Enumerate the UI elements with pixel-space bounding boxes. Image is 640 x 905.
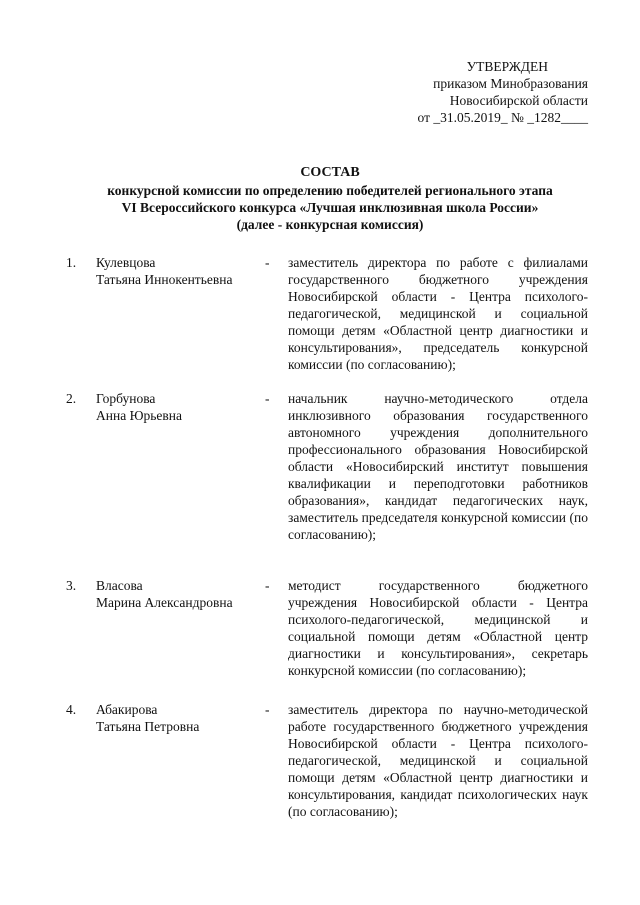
member-given-name: Татьяна Петровна (96, 719, 200, 734)
document-title: СОСТАВ (300, 165, 360, 180)
member-surname: Абакирова (96, 702, 158, 717)
heading-line-3: (далее - конкурсная комиссия) (236, 217, 424, 232)
approval-line-3: от _31.05.2019_ № _1282____ (417, 110, 588, 125)
member-dash: - (265, 391, 270, 406)
member-description: методист государственного бюджетного учреждения Новосибирской области - Центра психолого-педагогической, медицинской и социальной помощи детям «Областной центр диагностики и консультирования», секретарь конкурсной комиссии (по согласованию); (288, 578, 588, 678)
member-number: 1. (66, 255, 77, 270)
approval-block (348, 58, 588, 126)
member-description: заместитель директора по научно-методической работе государственного бюджетного учреждения Новосибирской области - Центра психолого-педагогической, медицинской и социальной помощи детям «Областной центр диагностики и консультирования, кандидат психологических наук (по согласованию); (288, 702, 588, 819)
member-3 (0, 577, 640, 701)
member-surname: Кулевцова (96, 255, 156, 270)
member-given-name: Татьяна Иннокентьевна (96, 272, 233, 287)
member-surname: Горбунова (96, 391, 156, 406)
approval-line-1: приказом Минобразования (433, 76, 588, 91)
member-4 (0, 701, 640, 841)
member-dash: - (265, 702, 270, 717)
document-heading (60, 164, 600, 233)
member-dash: - (265, 578, 270, 593)
member-name (96, 390, 266, 424)
member-description: заместитель директора по работе с филиалами государственного бюджетного учреждения Новосибирской области - Центра психолого-педагогической, медицинской и социальной помощи детям «Областной центр диагностики и консультирования», председатель конкурсной комиссии (по согласованию); (288, 255, 588, 372)
member-2 (0, 390, 640, 577)
member-given-name: Анна Юрьевна (96, 408, 182, 423)
member-description: начальник научно-методического отдела инклюзивного образования государственного автономного учреждения дополнительного профессионального образования Новосибирской области «Новосибирский институт повышения квалификации и переподготовки работников образования», кандидат педагогических наук, заместитель председателя конкурсной комиссии (по согласованию); (288, 391, 588, 542)
member-number: 4. (66, 702, 77, 717)
member-number: 2. (66, 391, 77, 406)
member-name (96, 577, 266, 611)
heading-line-1: конкурсной комиссии по определению победителей регионального этапа (107, 183, 553, 198)
heading-line-2: VI Всероссийского конкурса «Лучшая инклюзивная школа России» (121, 200, 539, 215)
member-name (96, 701, 266, 735)
member-dash: - (265, 255, 270, 270)
member-surname: Власова (96, 578, 143, 593)
members-list (0, 254, 640, 841)
member-number: 3. (66, 578, 77, 593)
member-1 (0, 254, 640, 390)
approval-title: УТВЕРЖДЕН (466, 59, 548, 74)
member-given-name: Марина Александровна (96, 595, 233, 610)
member-name (96, 254, 266, 288)
approval-line-2: Новосибирской области (449, 93, 588, 108)
